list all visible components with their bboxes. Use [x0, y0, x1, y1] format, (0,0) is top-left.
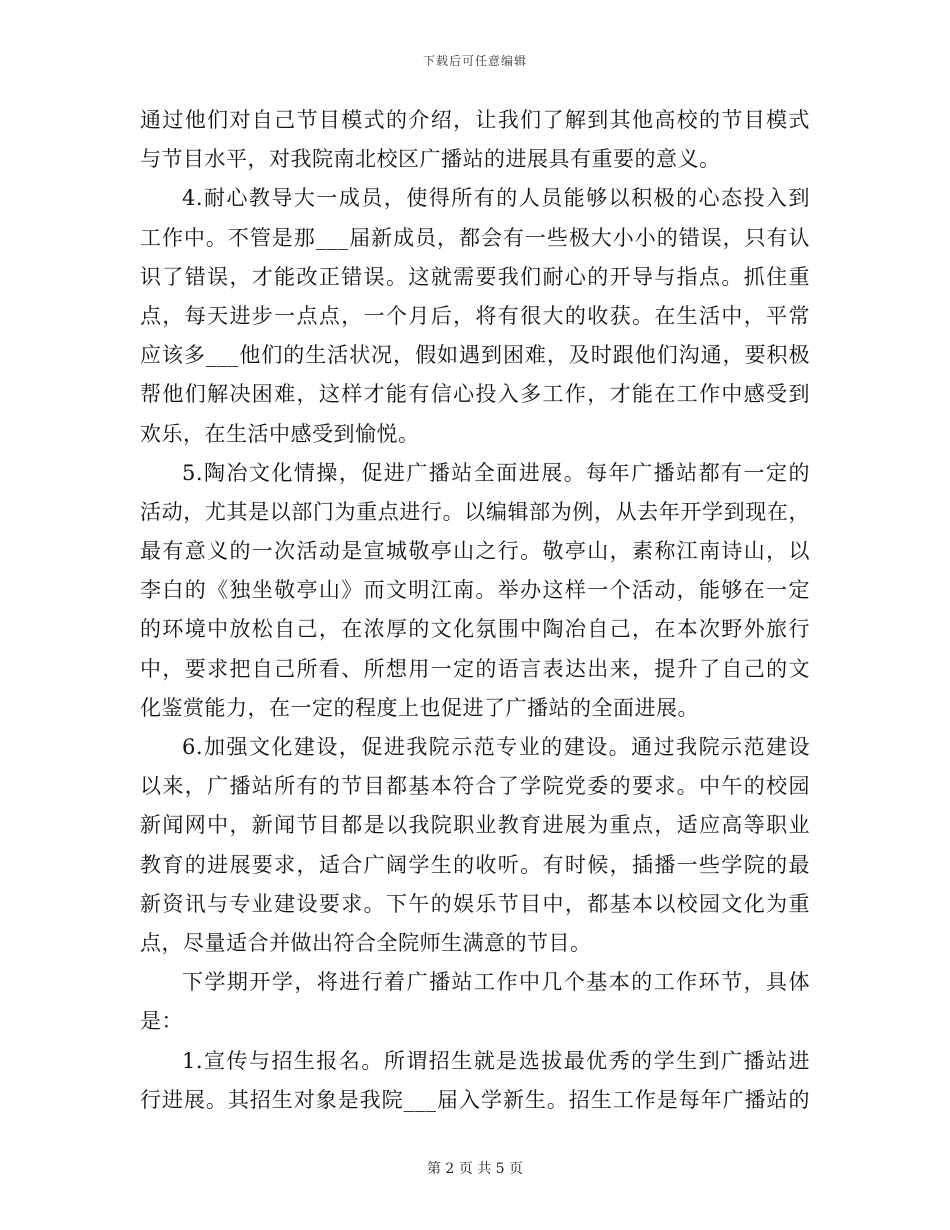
- text-line: 中，要求把自己所看、所想用一定的语言表达出来，提升了自己的文: [140, 656, 810, 681]
- text-line: 行进展。其招生对象是我院___届入学新生。招生工作是每年广播站的: [140, 1087, 810, 1112]
- text-line: 李白的《独坐敬亭山》而文明江南。举办这样一个活动，能够在一定: [140, 578, 810, 603]
- text-line: 点，每天进步一点点，一个月后，将有很大的收获。在生活中，平常: [140, 303, 810, 328]
- text-line: 是：: [140, 1009, 183, 1034]
- text-line: 新闻网中，新闻节目都是以我院职业教育进展为重点，适应高等职业: [140, 813, 810, 838]
- page-header: 下载后可任意编辑: [422, 54, 527, 68]
- text-line: 下学期开学，将进行着广播站工作中几个基本的工作环节，具体: [182, 970, 810, 995]
- text-line: 与节目水平，对我院南北校区广播站的进展具有重要的意义。: [140, 147, 721, 172]
- text-line: 化鉴赏能力，在一定的程度上也促进了广播站的全面进展。: [140, 695, 699, 720]
- document-body: [140, 101, 810, 1120]
- text-line: 工作中。不管是那___届新成员，都会有一些极大小小的错误，只有认: [140, 225, 810, 250]
- text-line: 欢乐，在生活中感受到愉悦。: [140, 421, 420, 446]
- text-line: 教育的进展要求，适合广阔学生的收听。有时候，插播一些学院的最: [140, 852, 810, 877]
- text-line: 通过他们对自己节目模式的介绍，让我们了解到其他高校的节目模式: [140, 108, 810, 132]
- text-line: 1.宣传与招生报名。所谓招生就是选拔最优秀的学生到广播站进: [182, 1048, 810, 1073]
- text-line: 最有意义的一次活动是宣城敬亭山之行。敬亭山，素称江南诗山，以: [140, 539, 810, 564]
- text-line: 应该多___他们的生活状况，假如遇到困难，及时跟他们沟通，要积极: [140, 343, 810, 368]
- text-line: 4.耐心教导大一成员，使得所有的人员能够以积极的心态投入到: [182, 186, 810, 211]
- text-line: 新资讯与专业建设要求。下午的娱乐节目中，都基本以校园文化为重: [140, 891, 810, 916]
- text-line: 点，尽量适合并做出符合全院师生满意的节目。: [140, 930, 592, 955]
- text-line: 帮他们解决困难，这样才能有信心投入多工作，才能在工作中感受到: [140, 382, 810, 407]
- text-line: 的环境中放松自己，在浓厚的文化氛围中陶冶自己，在本次野外旅行: [140, 617, 810, 642]
- text-line: 6.加强文化建设，促进我院示范专业的建设。通过我院示范建设: [182, 735, 810, 759]
- text-line: 活动，尤其是以部门为重点进行。以编辑部为例，从去年开学到现在，: [140, 499, 810, 524]
- page-footer: 第 2 页 共 5 页: [426, 1161, 524, 1177]
- text-line: 识了错误，才能改正错误。这就需要我们耐心的开导与指点。抓住重: [140, 264, 810, 289]
- text-line: 以来，广播站所有的节目都基本符合了学院党委的要求。中午的校园: [140, 774, 810, 799]
- text-line: 5.陶冶文化情操，促进广播站全面进展。每年广播站都有一定的: [182, 460, 810, 485]
